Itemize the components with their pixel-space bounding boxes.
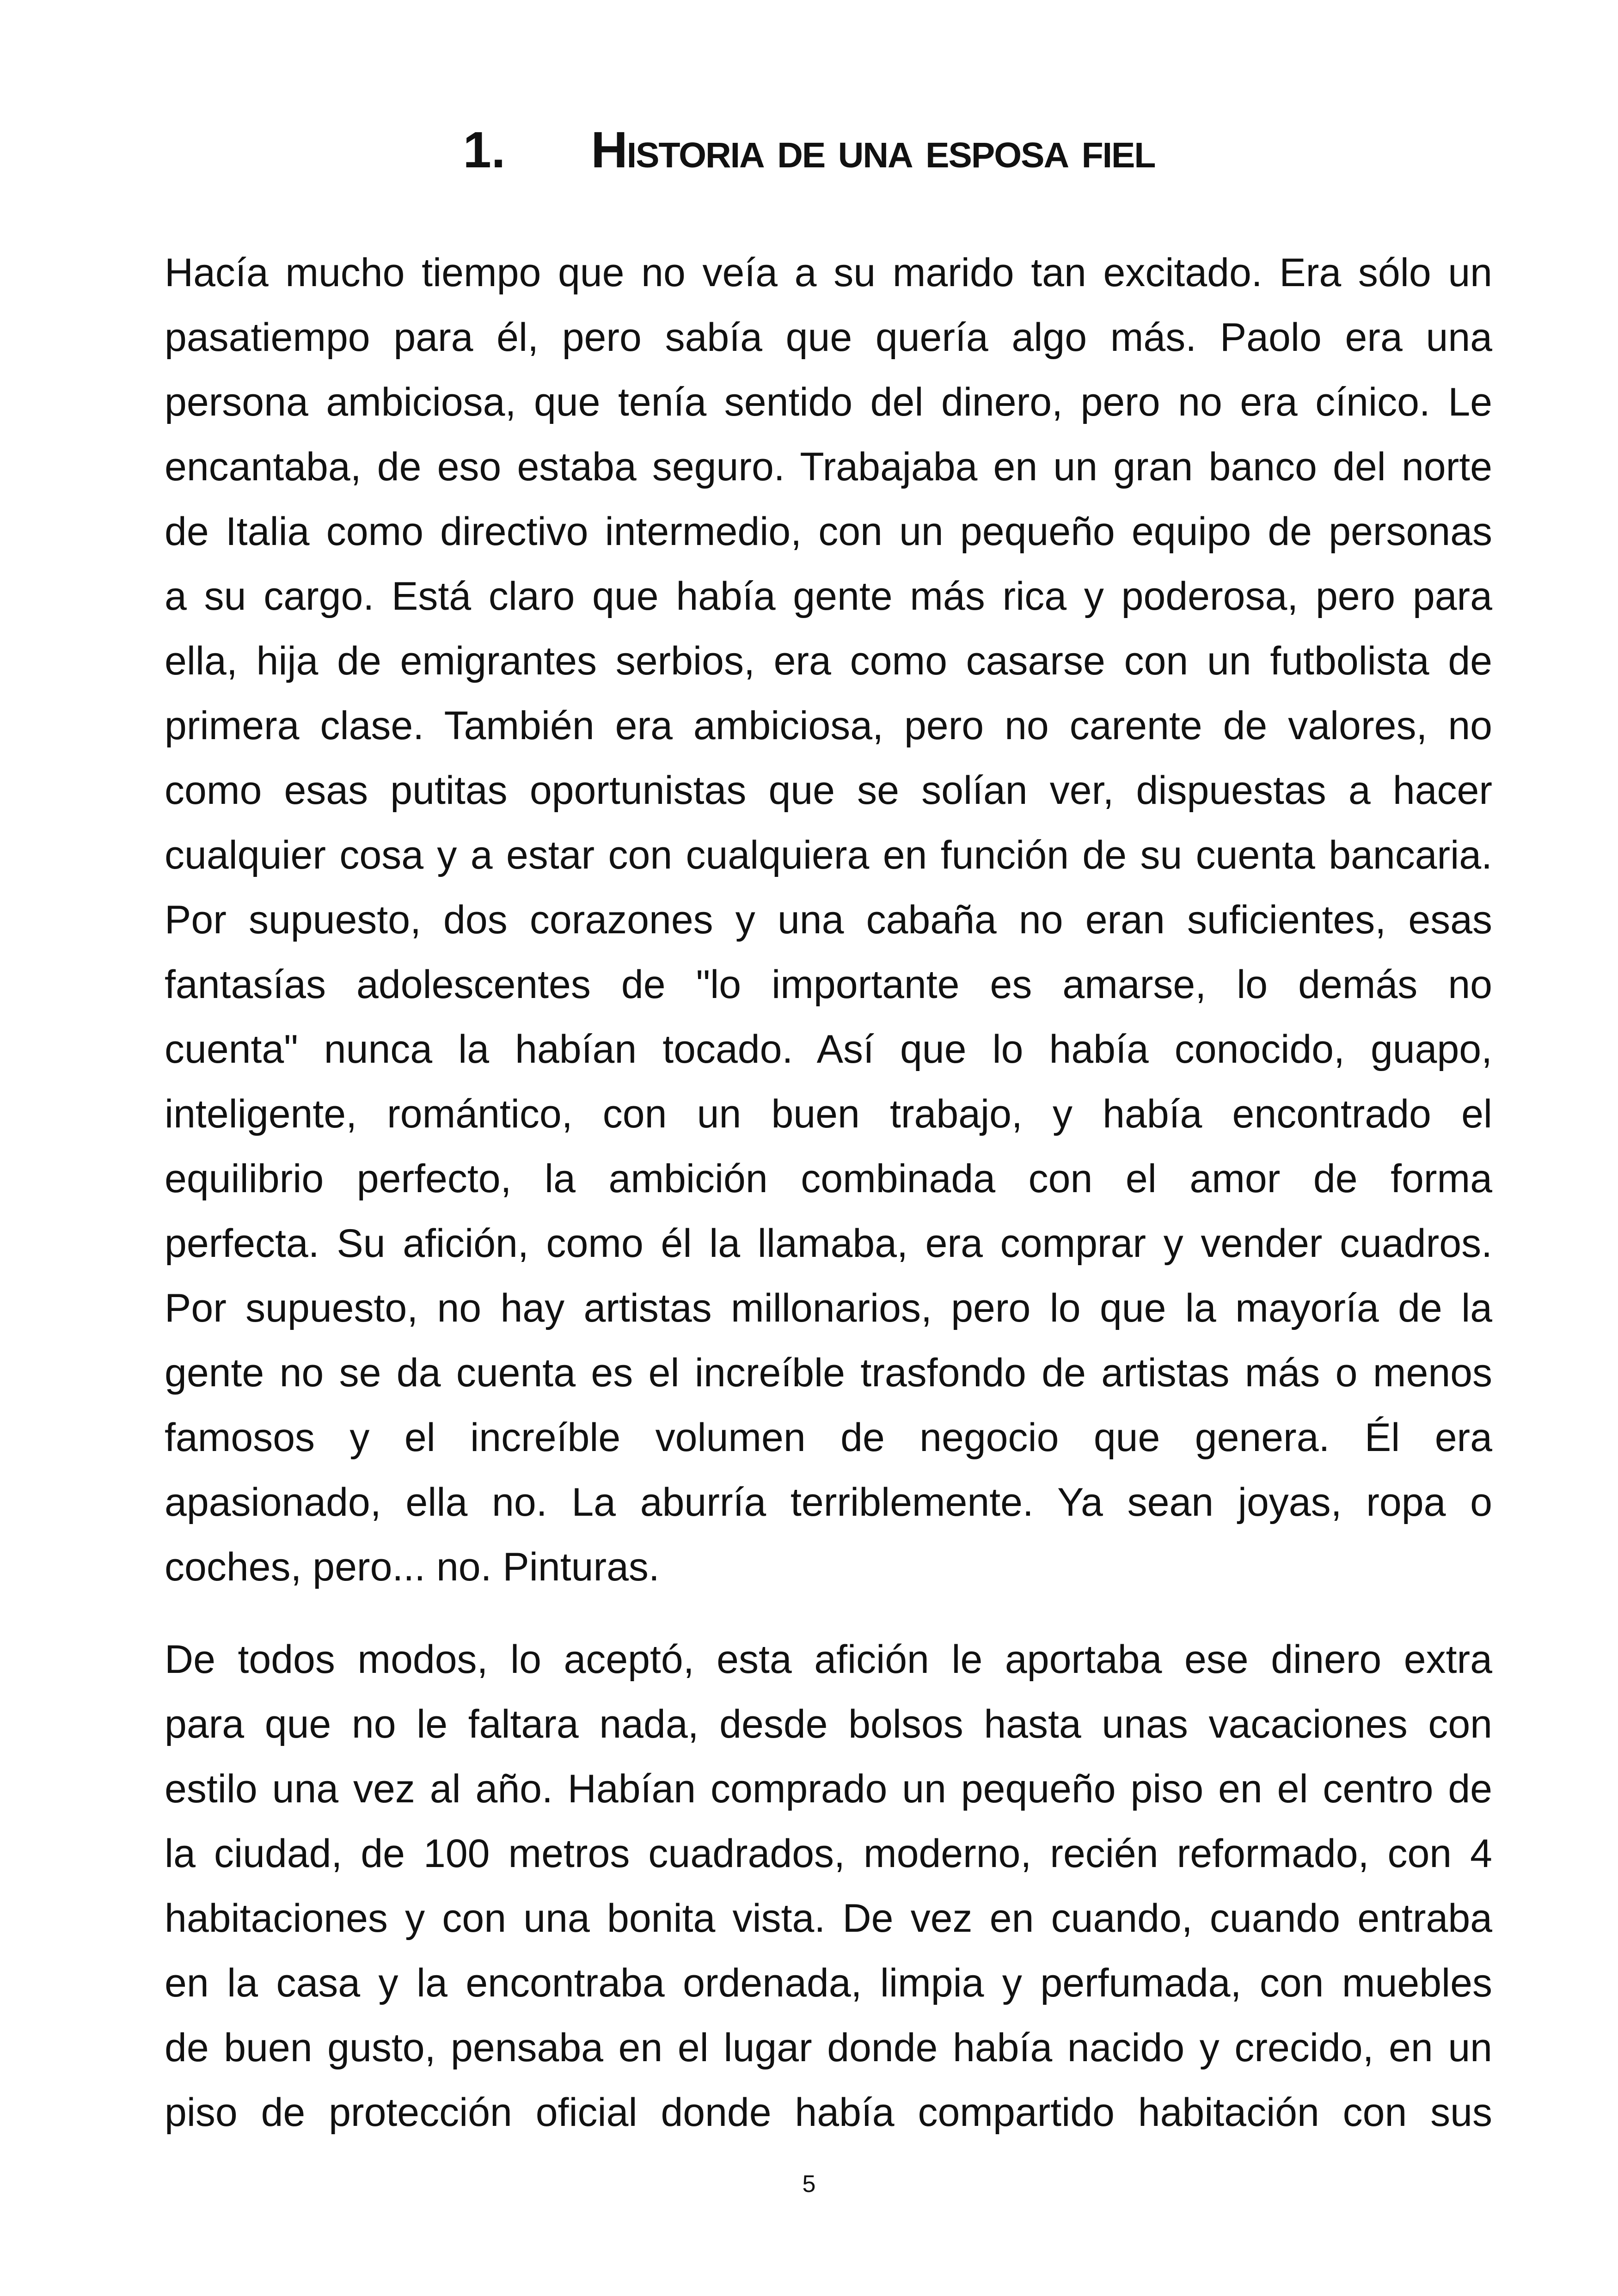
text-line: fantasías adolescentes de "lo importante es amarse, lo demás no	[165, 962, 1492, 1007]
text-line: Por supuesto, dos corazones y una cabaña no eran suficientes, esas	[165, 898, 1492, 942]
text-line: cuenta" nunca la habían tocado. Así que lo había conocido, guapo,	[165, 1027, 1492, 1071]
text-line: primera clase. También era ambiciosa, pero no carente de valores, no	[165, 704, 1492, 748]
text-line: ella, hija de emigrantes serbios, era como casarse con un futbolista de	[165, 639, 1492, 683]
text-line: habitaciones y con una bonita vista. De vez en cuando, cuando entraba	[165, 1896, 1492, 1941]
paragraph-1	[165, 240, 1492, 1599]
chapter-title-text: Historia de una esposa fiel	[591, 122, 1155, 178]
text-line: De todos modos, lo aceptó, esta afición le aportaba ese dinero extra	[165, 1637, 1492, 1682]
paragraph-2	[165, 1627, 1492, 2145]
text-line: piso de protección oficial donde había compartido habitación con sus	[165, 2090, 1492, 2135]
text-line: perfecta. Su afición, como él la llamaba, era comprar y vender cuadros.	[165, 1221, 1492, 1266]
text-line: a su cargo. Está claro que había gente más rica y poderosa, pero para	[165, 574, 1492, 618]
text-line: como esas putitas oportunistas que se solían ver, dispuestas a hacer	[165, 768, 1492, 813]
text-line: de Italia como directivo intermedio, con un pequeño equipo de personas	[165, 509, 1492, 554]
text-line: de buen gusto, pensaba en el lugar donde había nacido y crecido, en un	[165, 2026, 1492, 2070]
text-line: persona ambiciosa, que tenía sentido del dinero, pero no era cínico. Le	[165, 380, 1492, 424]
text-line: Hacía mucho tiempo que no veía a su marido tan excitado. Era sólo un	[165, 251, 1492, 295]
text-line: apasionado, ella no. La aburría terriblemente. Ya sean joyas, ropa o	[165, 1480, 1492, 1525]
text-line: inteligente, romántico, con un buen trabajo, y había encontrado el	[165, 1092, 1492, 1136]
text-line: coches, pero... no. Pinturas.	[165, 1545, 660, 1589]
text-line: gente no se da cuenta es el increíble trasfondo de artistas más o menos	[165, 1351, 1492, 1395]
text-line: estilo una vez al año. Habían comprado un pequeño piso en el centro de	[165, 1767, 1492, 1811]
text-line: encantaba, de eso estaba seguro. Trabajaba en un gran banco del norte	[165, 445, 1492, 489]
text-line: en la casa y la encontraba ordenada, limpia y perfumada, con muebles	[165, 1961, 1492, 2005]
text-line: famosos y el increíble volumen de negocio que genera. Él era	[165, 1415, 1492, 1460]
chapter-number: 1.	[463, 122, 506, 178]
text-line: cualquier cosa y a estar con cualquiera en función de su cuenta bancaria.	[165, 833, 1492, 877]
text-line: para que no le faltara nada, desde bolsos hasta unas vacaciones con	[165, 1702, 1492, 1746]
text-line: la ciudad, de 100 metros cuadrados, moderno, recién reformado, con 4	[165, 1831, 1492, 1876]
text-line: equilibrio perfecto, la ambición combinada con el amor de forma	[165, 1157, 1492, 1201]
page-number: 5	[802, 2171, 816, 2198]
text-line: Por supuesto, no hay artistas millonarios, pero lo que la mayoría de la	[165, 1286, 1492, 1330]
chapter-title	[0, 116, 1618, 185]
text-line: pasatiempo para él, pero sabía que quería algo más. Paolo era una	[165, 315, 1492, 360]
